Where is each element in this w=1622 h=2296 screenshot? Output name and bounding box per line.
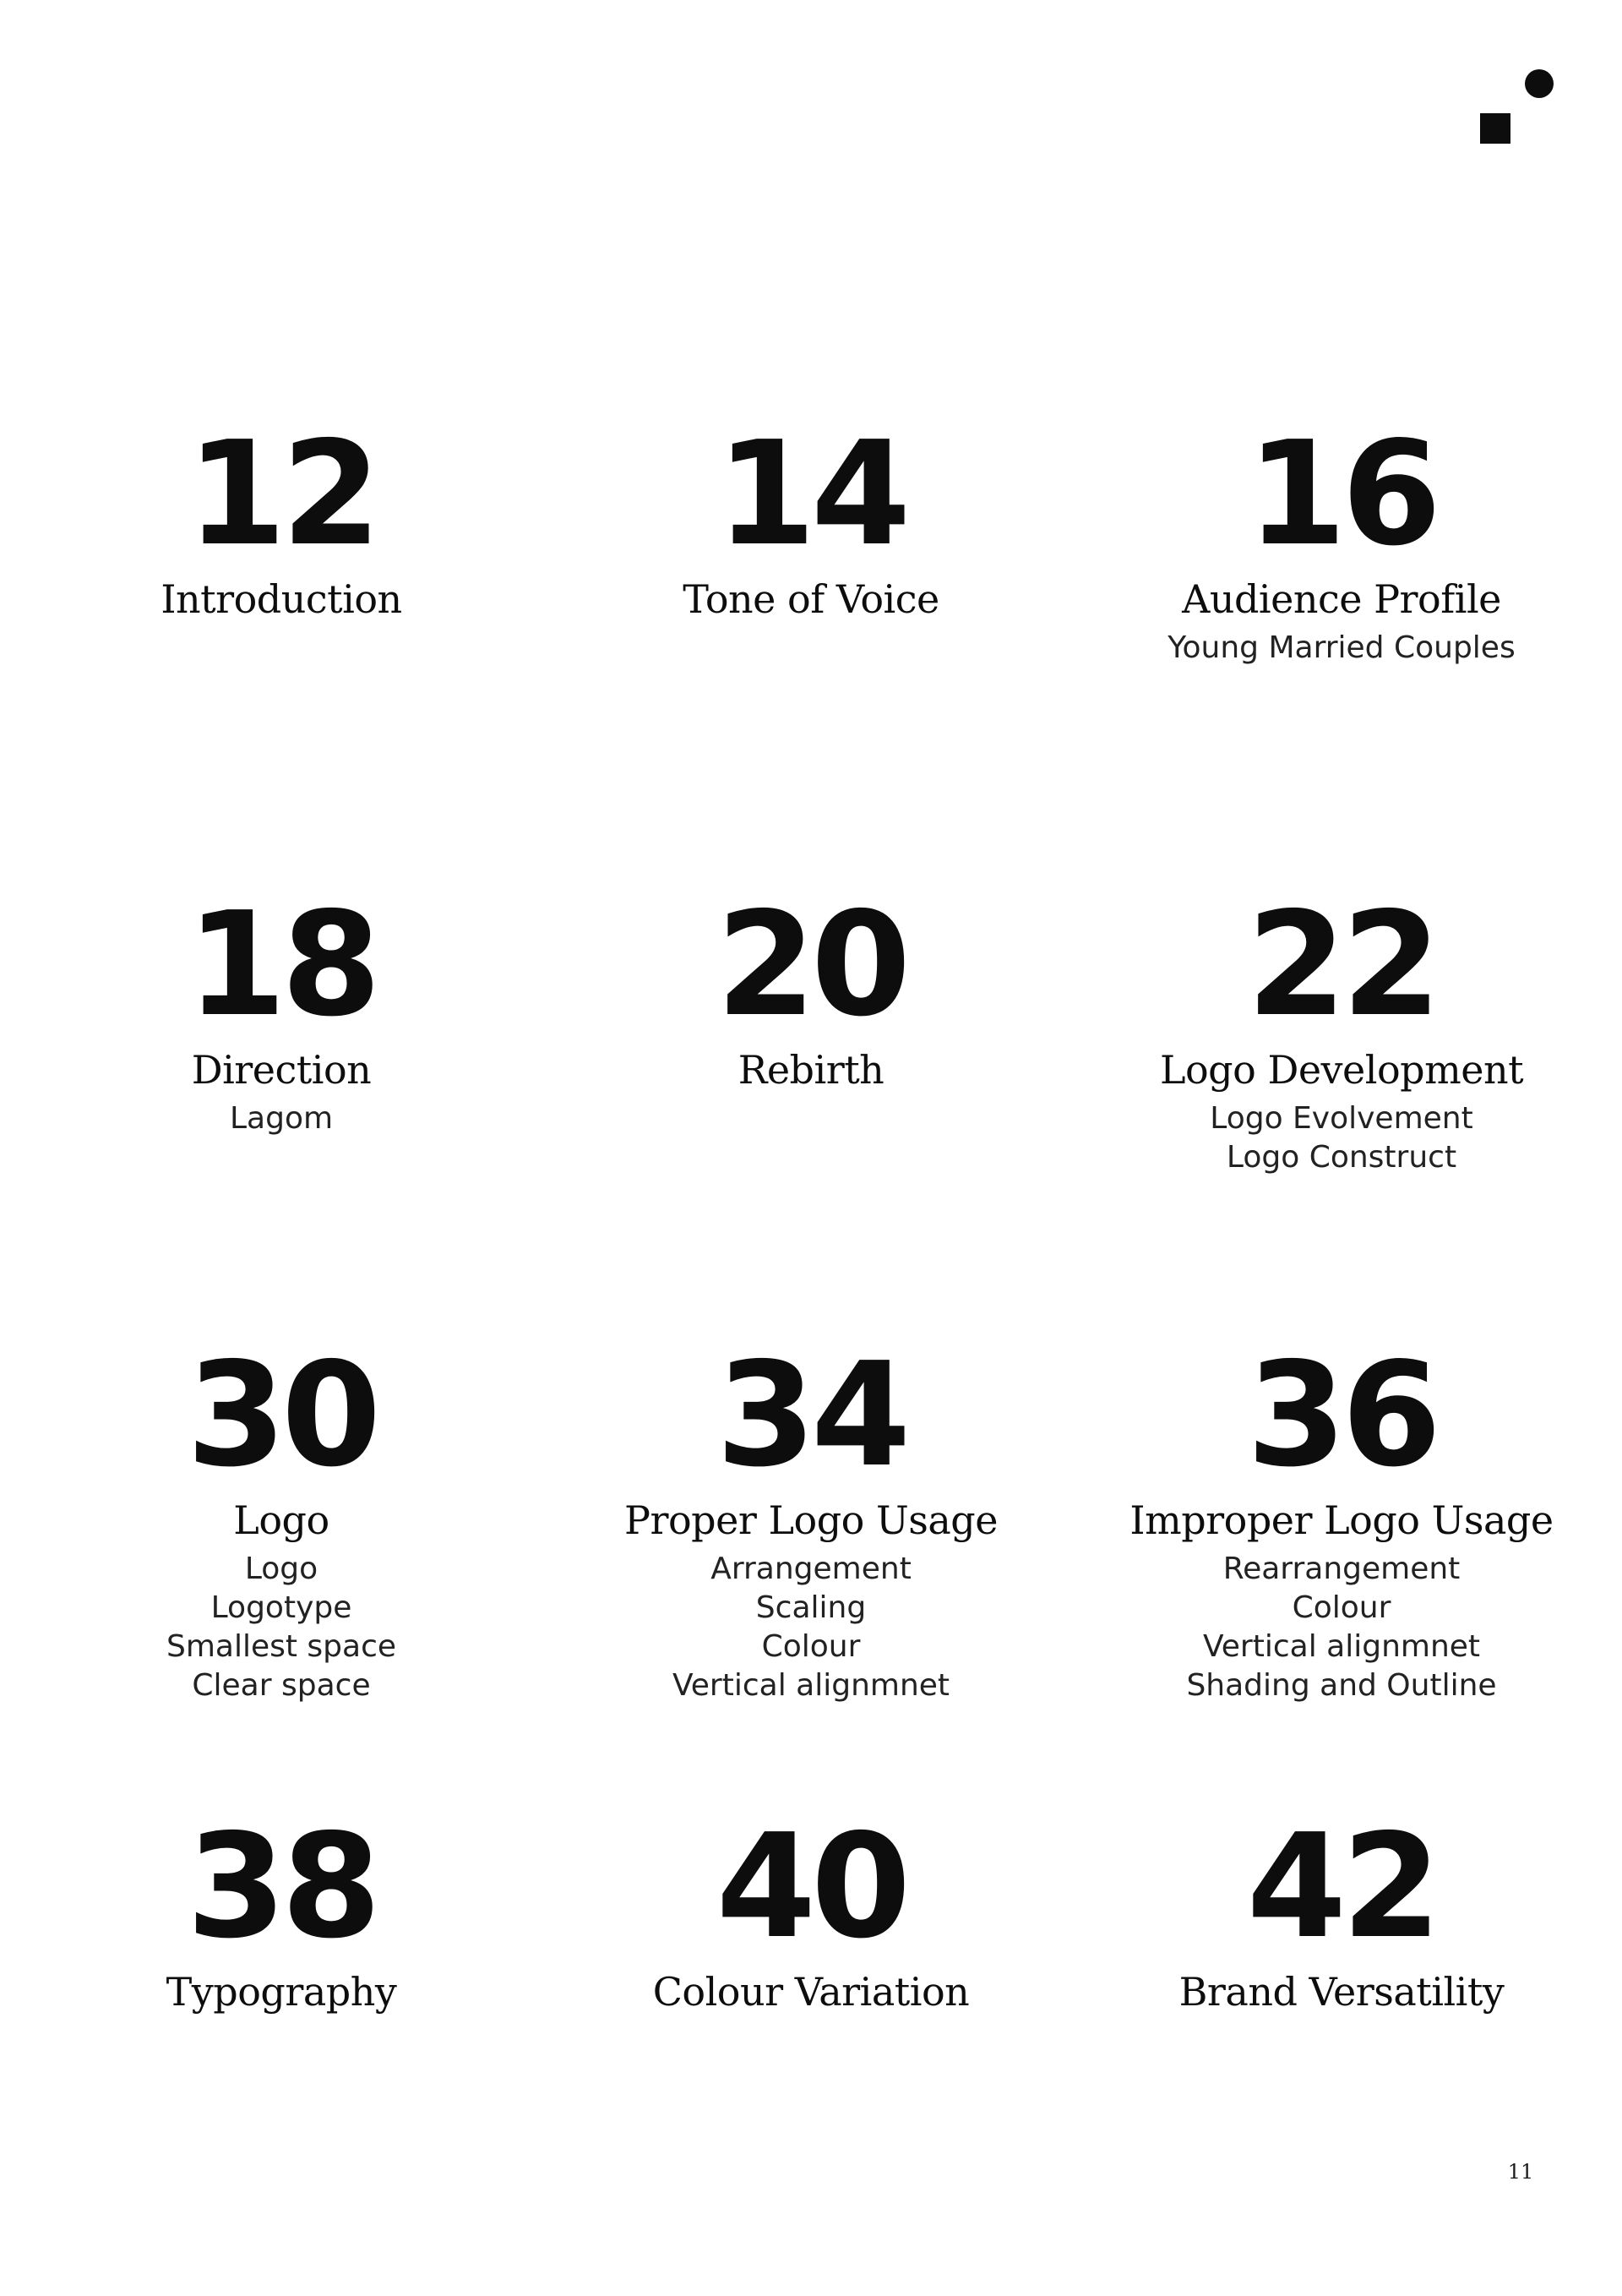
toc-subsection-list (1080, 1099, 1603, 1177)
toc-subsection: Shading and Outline (1186, 1668, 1497, 1703)
toc-subsection: Lagom (229, 1101, 334, 1136)
toc-subsection: Vertical alignmnet (1202, 1629, 1481, 1664)
toc-section-title: Logo Development (1159, 1047, 1524, 1093)
toc-section-title: Logo (233, 1497, 329, 1543)
toc-entry-typography[interactable] (19, 1803, 543, 2015)
toc-page-number: 38 (186, 1803, 377, 1971)
toc-subsection: Logo (244, 1552, 318, 1586)
toc-entry-logo-development[interactable] (1080, 881, 1603, 1177)
toc-entry-colour-variation[interactable] (549, 1803, 1073, 2015)
toc-subsection: Vertical alignmnet (672, 1668, 950, 1703)
toc-subsection: Clear space (192, 1668, 371, 1703)
logo-dot-shape (1525, 69, 1554, 98)
toc-section-title: Proper Logo Usage (624, 1497, 998, 1543)
toc-page-number: 34 (716, 1332, 906, 1499)
toc-page-number: 30 (186, 1332, 377, 1499)
toc-entry-audience-profile[interactable] (1080, 411, 1603, 668)
toc-page-number: 18 (186, 881, 377, 1049)
toc-section-title: Improper Logo Usage (1129, 1497, 1554, 1543)
toc-subsection: Smallest space (166, 1629, 397, 1664)
toc-entry-logo[interactable] (19, 1332, 543, 1705)
toc-entry-tone-of-voice[interactable] (549, 411, 1073, 622)
toc-subsection: Young Married Couples (1168, 630, 1516, 665)
toc-page-number: 12 (186, 411, 377, 578)
toc-page-number: 20 (716, 881, 906, 1049)
toc-section-title: Colour Variation (652, 1969, 970, 2015)
toc-section-title: Tone of Voice (683, 576, 939, 622)
toc-page-number: 36 (1246, 1332, 1437, 1499)
toc-subsection-list (19, 1099, 543, 1138)
toc-subsection-list (1080, 1550, 1603, 1705)
toc-section-title: Rebirth (738, 1047, 884, 1093)
toc-subsection: Arrangement (710, 1552, 912, 1586)
toc-subsection: Logo Evolvement (1210, 1101, 1473, 1136)
toc-subsection: Scaling (755, 1590, 867, 1625)
toc-entry-introduction[interactable] (19, 411, 543, 622)
toc-section-title: Direction (191, 1047, 372, 1093)
toc-subsection-list (19, 1550, 543, 1705)
toc-entry-proper-logo-usage[interactable] (549, 1332, 1073, 1705)
toc-section-title: Audience Profile (1182, 576, 1501, 622)
brand-logo-mark (1470, 64, 1571, 149)
toc-section-title: Typography (166, 1969, 397, 2015)
toc-entry-rebirth[interactable] (549, 881, 1073, 1093)
page-number: 11 (1507, 2160, 1534, 2184)
toc-subsection: Colour (761, 1629, 861, 1664)
toc-page-number: 22 (1246, 881, 1437, 1049)
toc-entry-improper-logo-usage[interactable] (1080, 1332, 1603, 1705)
logo-square-shape (1480, 113, 1510, 144)
toc-subsection: Rearrangement (1222, 1552, 1461, 1586)
toc-subsection-list (1080, 629, 1603, 668)
toc-subsection: Logo Construct (1226, 1140, 1457, 1175)
toc-page-number: 40 (716, 1803, 906, 1971)
toc-subsection-list (549, 1550, 1073, 1705)
toc-page-number: 14 (716, 411, 906, 578)
toc-page-number: 16 (1246, 411, 1437, 578)
toc-subsection: Colour (1292, 1590, 1391, 1625)
toc-section-title: Introduction (161, 576, 402, 622)
toc-entry-brand-versatility[interactable] (1080, 1803, 1603, 2015)
toc-entry-direction[interactable] (19, 881, 543, 1138)
toc-page-number: 42 (1246, 1803, 1437, 1971)
toc-section-title: Brand Versatility (1178, 1969, 1505, 2015)
toc-subsection: Logotype (210, 1590, 352, 1625)
